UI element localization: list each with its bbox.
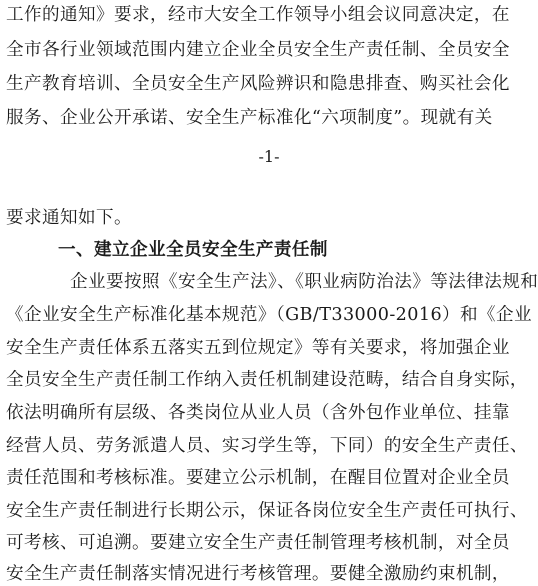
text-line: 服务、企业公开承诺、安全生产标准化“六项制度”。现就有关 bbox=[6, 108, 493, 128]
paragraph-line: 安全生产责任体系五落实五到位规定》等有关要求，将加强企业 bbox=[6, 338, 510, 358]
paragraph-line: 企业要按照《安全生产法》、《职业病防治法》等法律法规和 bbox=[70, 272, 538, 292]
paragraph-line: 全员安全生产责任制工作纳入责任机制建设范畴，结合自身实际， bbox=[6, 370, 528, 390]
section-heading: 一、建立企业全员安全生产责任制 bbox=[58, 240, 328, 260]
paragraph-line: 依法明确所有层级、各类岗位从业人员（含外包作业单位、挂靠 bbox=[6, 403, 510, 423]
paragraph-line: 《企业安全生产标准化基本规范》（GB/T33000-2016）和《企业 bbox=[6, 305, 533, 325]
paragraph-line: 经营人员、劳务派遣人员、实习学生等，下同）的安全生产责任、 bbox=[6, 436, 528, 456]
page-number: -1- bbox=[258, 147, 280, 166]
paragraph-line: 安全生产责任制落实情况进行考核管理。要健全激励约束机制， bbox=[6, 564, 510, 584]
paragraph-line: 责任范围和考核标准。要建立公示机制，在醒目位置对企业全员 bbox=[6, 468, 510, 488]
text-line: 全市各行业领域范围内建立企业全员安全生产责任制、全员安全 bbox=[6, 40, 510, 60]
paragraph-line: 可考核、可追溯。要建立安全生产责任制管理考核机制，对全员 bbox=[6, 533, 510, 553]
text-line: 工作的通知》要求，经市大安全工作领导小组会议同意决定，在 bbox=[6, 5, 510, 25]
text-line: 要求通知如下。 bbox=[6, 208, 132, 228]
paragraph-line: 安全生产责任制进行长期公示，保证各岗位安全生产责任可执行、 bbox=[6, 501, 528, 521]
text-line: 生产教育培训、全员安全生产风险辨识和隐患排查、购买社会化 bbox=[6, 74, 510, 94]
